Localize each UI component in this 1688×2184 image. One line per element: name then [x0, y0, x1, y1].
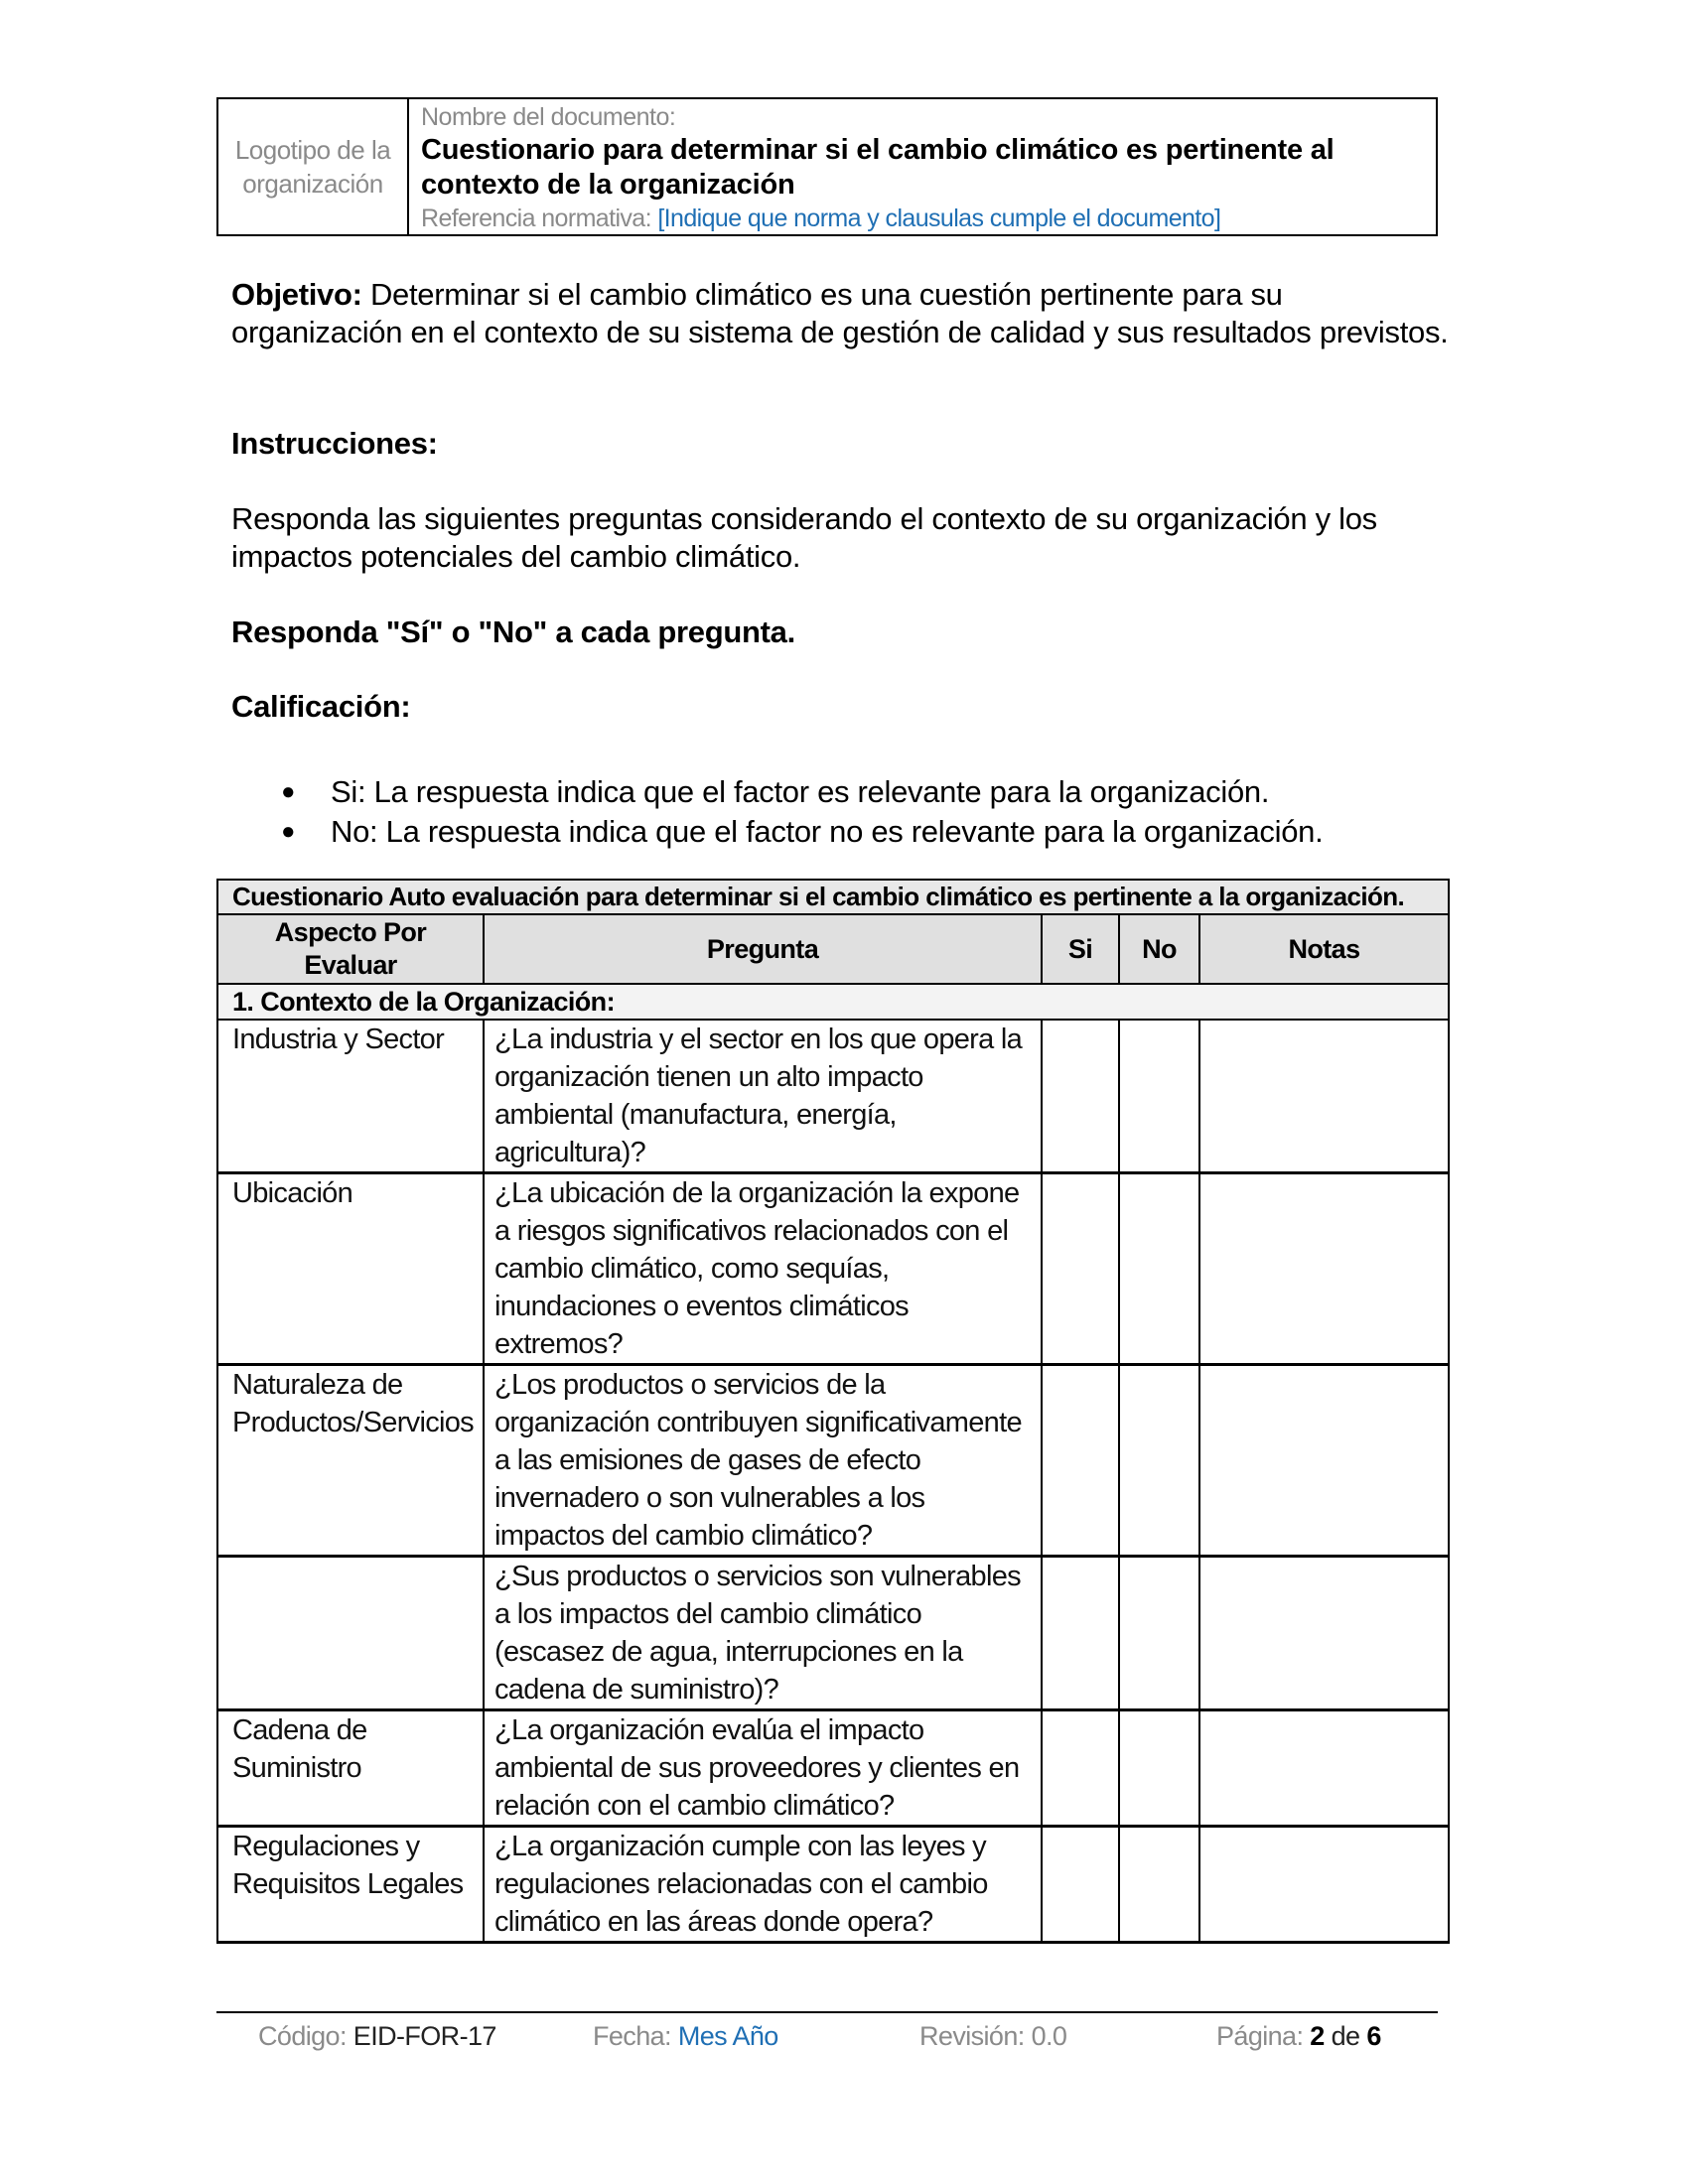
col-header-question: Pregunta	[484, 914, 1042, 984]
ref-value[interactable]: [Indique que norma y clausulas cumple el documento]	[657, 205, 1221, 232]
si-cell[interactable]	[1042, 1557, 1119, 1710]
table-row	[217, 1173, 1449, 1365]
notes-cell[interactable]	[1199, 1020, 1449, 1173]
notes-cell[interactable]	[1199, 1710, 1449, 1827]
doc-title: Cuestionario para determinar si el cambio climático es pertinente al contexto de la organización	[421, 134, 1335, 201]
table-title: Cuestionario Auto evaluación para determinar si el cambio climático es pertinente a la organización.	[217, 880, 1449, 914]
notes-cell[interactable]	[1199, 1365, 1449, 1557]
instructions-text: Responda las siguientes preguntas considerando el contexto de su organización y los impactos potenciales del cambio climático.	[231, 501, 1377, 574]
col-header-si: Si	[1042, 914, 1119, 984]
no-cell[interactable]	[1119, 1557, 1199, 1710]
aspect-cell: Regulaciones y Requisitos Legales	[217, 1827, 484, 1943]
no-cell[interactable]	[1119, 1020, 1199, 1173]
aspect-cell: Ubicación	[217, 1173, 484, 1365]
table-row	[217, 1365, 1449, 1557]
aspect-cell: Industria y Sector	[217, 1020, 484, 1173]
objective-paragraph	[231, 276, 1453, 351]
si-cell[interactable]	[1042, 1173, 1119, 1365]
bullet-icon: ●	[281, 778, 296, 805]
normative-reference	[421, 203, 1424, 234]
footer-page-number: Página: 2 de 6	[1216, 2021, 1381, 2051]
answer-instruction: Responda "Sí" o "No" a cada pregunta.	[231, 614, 795, 649]
aspect-cell: Naturaleza de Productos/Servicios	[217, 1365, 484, 1557]
grading-item: ● Si: La respuesta indica que el factor es relevante para la organización.	[281, 772, 1473, 812]
question-cell: ¿La organización evalúa el impacto ambiental de sus proveedores y clientes en relación con el cambio climático?	[484, 1710, 1042, 1827]
doc-name-label: Nombre del documento:	[421, 103, 676, 131]
col-header-aspect: Aspecto Por Evaluar	[217, 914, 484, 984]
question-cell: ¿Los productos o servicios de la organización contribuyen significativamente a las emisiones de gases de efecto invernadero o son vulnerables a los impactos del cambio climático?	[484, 1365, 1042, 1557]
objective-label: Objetivo:	[231, 277, 362, 312]
si-cell[interactable]	[1042, 1827, 1119, 1943]
logo-placeholder: Logotipo de la organización	[218, 99, 409, 234]
grading-list	[281, 772, 1473, 852]
si-cell[interactable]	[1042, 1365, 1119, 1557]
no-cell[interactable]	[1119, 1365, 1199, 1557]
instructions-heading: Instrucciones:	[231, 426, 438, 461]
footer-code: Código: EID-FOR-17	[258, 2021, 496, 2051]
notes-cell[interactable]	[1199, 1173, 1449, 1365]
grading-heading: Calificación:	[231, 689, 411, 724]
col-header-no: No	[1119, 914, 1199, 984]
aspect-cell	[217, 1557, 484, 1710]
title-cell	[409, 99, 1436, 234]
no-cell[interactable]	[1119, 1710, 1199, 1827]
footer-date: Fecha: Mes Año	[593, 2021, 778, 2051]
footer-revision: Revisión: 0.0	[919, 2021, 1067, 2051]
aspect-cell: Cadena de Suministro	[217, 1710, 484, 1827]
si-cell[interactable]	[1042, 1710, 1119, 1827]
section-row	[217, 984, 1449, 1020]
table-row	[217, 1827, 1449, 1943]
section-title: 1. Contexto de la Organización:	[217, 984, 1449, 1020]
question-cell: ¿La organización cumple con las leyes y regulaciones relacionadas con el cambio climático en las áreas donde opera?	[484, 1827, 1042, 1943]
ref-label: Referencia normativa:	[421, 205, 651, 232]
questionnaire-table	[216, 879, 1450, 1944]
notes-cell[interactable]	[1199, 1827, 1449, 1943]
table-header-row	[217, 914, 1449, 984]
table-row	[217, 1020, 1449, 1173]
page-footer	[0, 2021, 1688, 2061]
document-header	[216, 97, 1438, 236]
no-cell[interactable]	[1119, 1827, 1199, 1943]
table-row	[217, 1710, 1449, 1827]
question-cell: ¿Sus productos o servicios son vulnerables a los impactos del cambio climático (escasez de agua, interrupciones en la cadena de suministro)?	[484, 1557, 1042, 1710]
footer-divider	[216, 2011, 1438, 2013]
notes-cell[interactable]	[1199, 1557, 1449, 1710]
objective-text: Determinar si el cambio climático es una cuestión pertinente para su organización en el contexto de su sistema de gestión de calidad y sus resultados previstos.	[231, 277, 1449, 349]
si-cell[interactable]	[1042, 1020, 1119, 1173]
question-cell: ¿La industria y el sector en los que opera la organización tienen un alto impacto ambiental (manufactura, energía, agricultura)?	[484, 1020, 1042, 1173]
grading-item: ● No: La respuesta indica que el factor no es relevante para la organización.	[281, 812, 1473, 852]
question-cell: ¿La ubicación de la organización la expone a riesgos significativos relacionados con el cambio climático, como sequías, inundaciones o eventos climáticos extremos?	[484, 1173, 1042, 1365]
col-header-notes: Notas	[1199, 914, 1449, 984]
no-cell[interactable]	[1119, 1173, 1199, 1365]
table-row	[217, 1557, 1449, 1710]
bullet-icon: ●	[281, 818, 296, 845]
